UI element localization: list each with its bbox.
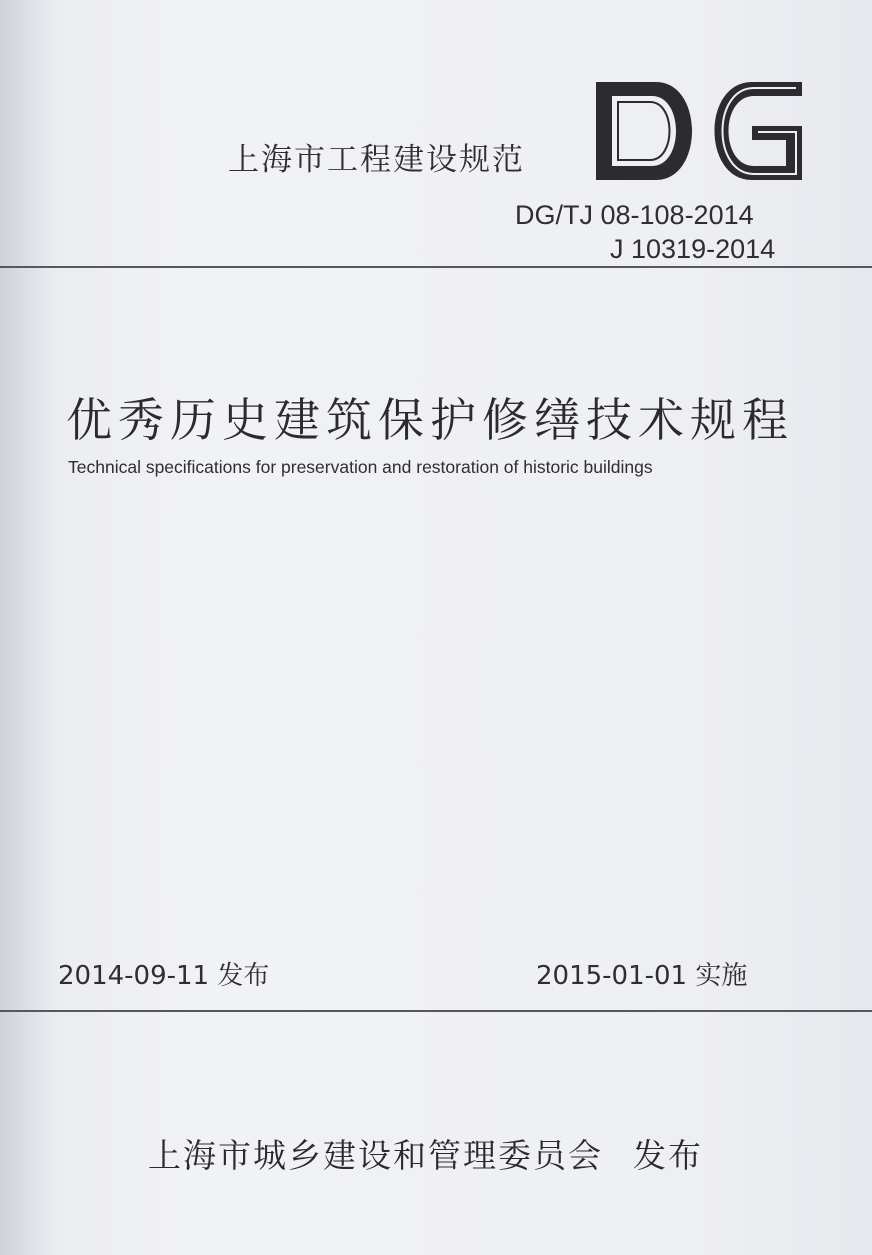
logo-letter-d-inner [618,102,670,160]
top-divider [0,266,872,268]
effective-date-line [536,955,747,992]
document-title: 优秀历史建筑保护修缮技术规程 [66,393,794,447]
publish-label: 发布 [633,1136,703,1175]
effective-label: 实施 [695,961,748,991]
bottom-divider [0,1010,872,1012]
publisher-name: 上海市城乡建设和管理委员会 [148,1136,603,1175]
issue-date: 2014-09-11 [58,961,210,991]
publisher-line [148,1130,703,1177]
standard-code: DG/TJ 08-108-2014 [515,200,754,230]
spine-shadow [0,0,42,1255]
record-code: J 10319-2014 [610,234,776,264]
effective-date: 2015-01-01 [536,961,688,991]
issue-date-line [58,955,269,992]
document-title-english: Technical specifications for preservation and restoration of historic buildings [68,457,653,477]
dg-logo [592,78,806,184]
logo-letter-d [596,82,692,180]
series-title: 上海市工程建设规范 [228,142,525,178]
issue-label: 发布 [217,961,270,991]
